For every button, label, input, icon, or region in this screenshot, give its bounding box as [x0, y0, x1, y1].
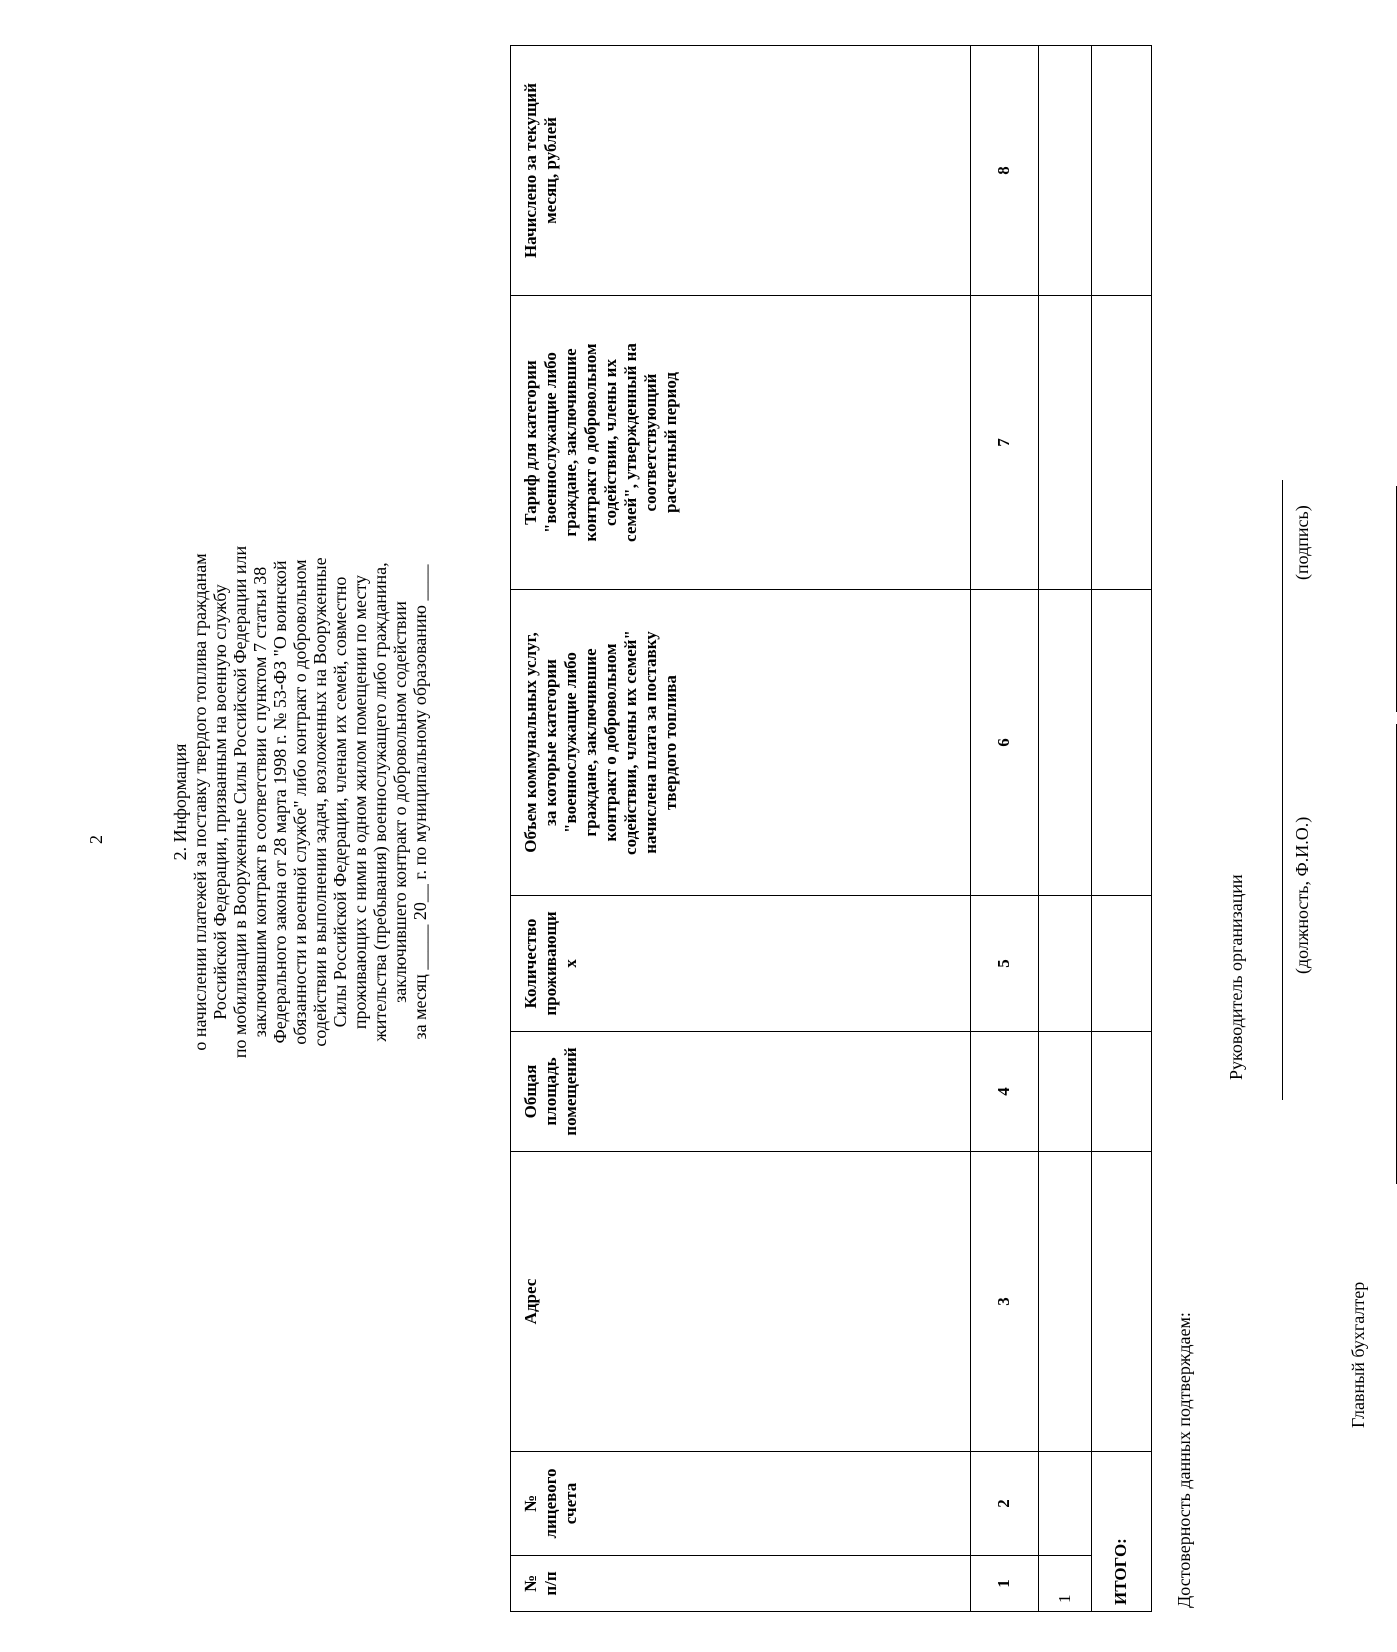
confirm-label: Достоверность данных подтверждаем: — [1174, 1312, 1194, 1608]
title-line: заключившим контракт в соответствии с пунктом 7 статьи 38 — [250, 566, 270, 1038]
column-numbers-row — [970, 46, 1038, 1612]
column-header-area: Общая площадь помещений — [511, 1032, 971, 1152]
column-number: 1 — [970, 1556, 1038, 1612]
table-cell — [1091, 590, 1151, 896]
title-line: о начислении платежей за поставку твердого топлива гражданам — [190, 553, 210, 1051]
table-header-row — [511, 46, 971, 1612]
signature-caption: (подпись) — [1292, 505, 1312, 580]
head-signature-line — [1282, 480, 1283, 1100]
title-line: Федерального закона от 28 марта 1998 г. № 53-ФЗ "О воинской — [270, 560, 290, 1044]
charges-table — [510, 45, 1152, 1612]
column-header-address: Адрес — [511, 1152, 971, 1452]
title-line: за месяц _____ 20__ г. по муниципальному образованию ____ — [410, 564, 430, 1040]
column-number: 4 — [970, 1032, 1038, 1152]
table-cell — [1039, 1452, 1092, 1556]
title-line: обязанности и военной службе" либо контракт о добровольном — [290, 559, 310, 1045]
column-number: 7 — [970, 296, 1038, 590]
title-line: заключившего контракт о добровольном содействии — [390, 601, 410, 1003]
head-label: Руководитель организации — [1226, 874, 1246, 1080]
table-cell — [1091, 896, 1151, 1032]
table-cell — [1039, 590, 1092, 896]
column-header-index: № п/п — [511, 1556, 971, 1612]
column-header-residents: Количество проживающи х — [511, 896, 971, 1032]
title-line: Силы Российской Федерации, членам их семей, совместно — [330, 576, 350, 1028]
table-row — [1039, 46, 1092, 1612]
column-header-accrued: Начислено за текущий месяц, рублей — [511, 46, 971, 296]
accountant-label: Главный бухгалтер — [1348, 1281, 1368, 1428]
page-number: 2 — [86, 835, 106, 844]
document-title — [170, 362, 430, 1242]
table-cell — [1039, 296, 1092, 590]
column-header-volume: Объем коммунальных услуг, за которые категории "военнослужащие либо граждане, заключившие контракт о добровольном содействии, члены их семей" начислена плата за поставку твердого топлива — [511, 590, 971, 896]
column-number: 6 — [970, 590, 1038, 896]
column-number: 3 — [970, 1152, 1038, 1452]
table-cell — [1091, 1032, 1151, 1152]
title-line: жительства (пребывания) военнослужащего либо гражданина, — [370, 562, 390, 1042]
column-number: 5 — [970, 896, 1038, 1032]
title-line: Российской Федерации, призванным на военную службу — [210, 584, 230, 1020]
column-header-tariff: Тариф для категории "военнослужащие либо граждане, заключившие контракт о добровольном содействии, члены их семей", утвержденный на соответствующий расчетный период — [511, 296, 971, 590]
title-line: 2. Информация — [170, 743, 190, 861]
column-number: 2 — [970, 1452, 1038, 1556]
total-row — [1091, 46, 1151, 1612]
table-cell — [1091, 296, 1151, 590]
title-line: по мобилизации в Вооруженные Силы Российской Федерации или — [230, 545, 250, 1059]
table-cell — [1039, 46, 1092, 296]
table-cell — [1039, 896, 1092, 1032]
title-line: содействии в выполнении задач, возложенных на Вооруженные — [310, 557, 330, 1047]
table-cell — [1091, 1152, 1151, 1452]
column-header-account: № лицевого счета — [511, 1452, 971, 1556]
table-cell — [1091, 46, 1151, 296]
table-cell — [1039, 1152, 1092, 1452]
column-number: 8 — [970, 46, 1038, 296]
total-label: ИТОГО: — [1091, 1452, 1151, 1612]
table-cell — [1039, 1032, 1092, 1152]
row-marker: 1 — [1039, 1556, 1092, 1612]
title-line: проживающих с ними в одном жилом помещении по месту — [350, 574, 370, 1030]
position-caption: (должность, Ф.И.О.) — [1292, 816, 1312, 974]
